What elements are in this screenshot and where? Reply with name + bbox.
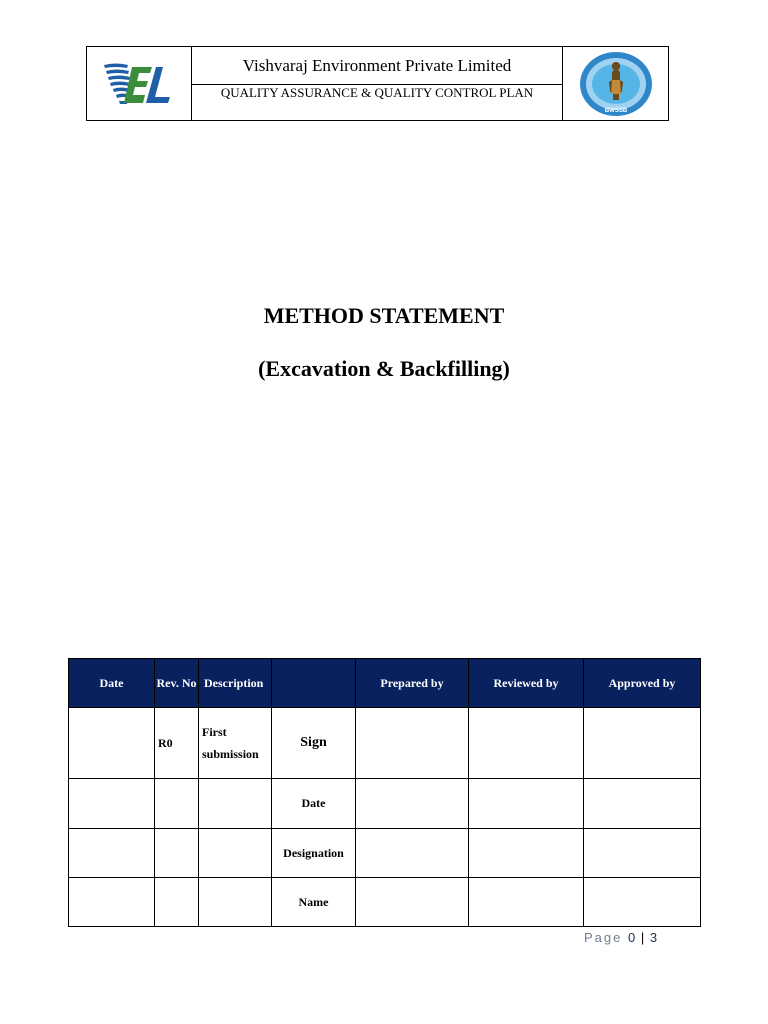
column-header-rev-no: Rev. No xyxy=(155,659,199,708)
column-header-prepared-by: Prepared by xyxy=(356,659,469,708)
cell-date[interactable] xyxy=(69,708,155,779)
cell-prepared-by[interactable] xyxy=(356,829,469,878)
cell-description[interactable] xyxy=(199,779,272,829)
document-title: METHOD STATEMENT xyxy=(263,303,505,328)
row-label-sign: Sign xyxy=(272,708,356,779)
page-footer xyxy=(584,930,657,945)
row-label-name: Name xyxy=(272,878,356,927)
document-header xyxy=(86,46,669,121)
cell-rev-no[interactable] xyxy=(155,878,199,927)
plan-title: QUALITY ASSURANCE & QUALITY CONTROL PLAN xyxy=(220,85,534,100)
cell-approved-by[interactable] xyxy=(584,829,701,878)
cell-approved-by[interactable] xyxy=(584,708,701,779)
cell-rev-no[interactable]: R0 xyxy=(155,708,199,779)
page-number: 0 xyxy=(628,930,636,945)
revision-table xyxy=(68,658,701,927)
row-label-designation: Designation xyxy=(272,829,356,878)
page-separator: | xyxy=(640,930,645,945)
cell-rev-no[interactable] xyxy=(155,829,199,878)
seal-label: BWSSB xyxy=(604,107,627,114)
company-logo xyxy=(87,47,192,120)
cell-rev-no[interactable] xyxy=(155,779,199,829)
cell-reviewed-by[interactable] xyxy=(469,878,584,927)
cell-approved-by[interactable] xyxy=(584,779,701,829)
page-word: Page xyxy=(584,930,623,945)
cell-reviewed-by[interactable] xyxy=(469,829,584,878)
cell-approved-by[interactable] xyxy=(584,878,701,927)
vel-logo-icon xyxy=(102,59,176,109)
document-subtitle: (Excavation & Backfilling) xyxy=(258,356,510,381)
cell-reviewed-by[interactable] xyxy=(469,779,584,829)
header-title-cell xyxy=(192,47,562,120)
bwssb-seal-icon xyxy=(578,50,654,118)
column-header-approved-by: Approved by xyxy=(584,659,701,708)
page-total: 3 xyxy=(649,930,658,945)
table-row xyxy=(69,779,701,829)
column-header-description: Description xyxy=(199,659,272,708)
cell-description[interactable]: First submission xyxy=(199,708,272,779)
column-header-date: Date xyxy=(69,659,155,708)
table-row xyxy=(69,708,701,779)
cell-description[interactable] xyxy=(199,829,272,878)
cell-prepared-by[interactable] xyxy=(356,779,469,829)
cell-date[interactable] xyxy=(69,829,155,878)
client-seal xyxy=(562,47,668,120)
cell-reviewed-by[interactable] xyxy=(469,708,584,779)
row-label-date: Date xyxy=(272,779,356,829)
table-header-row xyxy=(69,659,701,708)
cell-prepared-by[interactable] xyxy=(356,708,469,779)
table-row xyxy=(69,878,701,927)
table-row xyxy=(69,829,701,878)
column-header-blank xyxy=(272,659,356,708)
cell-prepared-by[interactable] xyxy=(356,878,469,927)
cell-date[interactable] xyxy=(69,779,155,829)
cell-description[interactable] xyxy=(199,878,272,927)
column-header-reviewed-by: Reviewed by xyxy=(469,659,584,708)
cell-date[interactable] xyxy=(69,878,155,927)
company-name: Vishvaraj Environment Private Limited xyxy=(192,47,562,85)
